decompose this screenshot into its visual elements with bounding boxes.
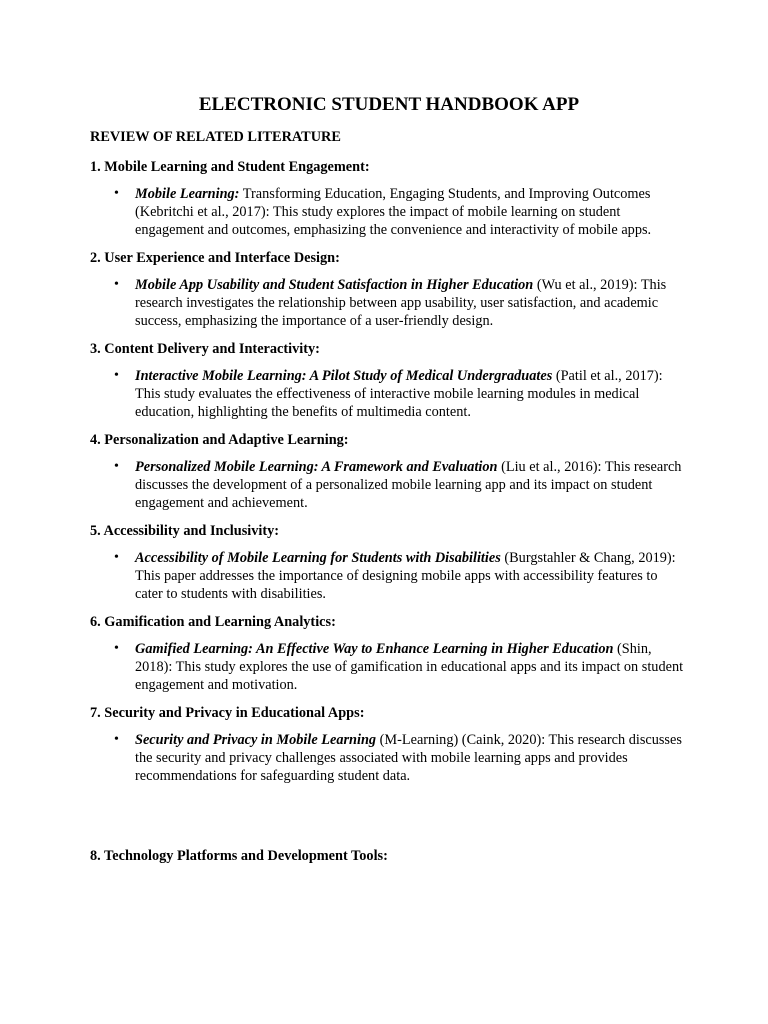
bullet-icon: •	[114, 550, 119, 565]
work-description: (Liu et al., 2016): This research discusses the development of a personalized mobile learning app and its impact on student engagement and achievement.	[135, 459, 682, 511]
work-title: Mobile Learning:	[135, 186, 240, 202]
bullet-icon: •	[114, 186, 119, 201]
list-item	[90, 549, 688, 603]
bullet-icon: •	[114, 732, 119, 747]
section-list-4	[90, 458, 688, 512]
work-description: (Burgstahler & Chang, 2019): This paper addresses the importance of designing mobile apps with accessibility features to cater to students with disabilities.	[135, 550, 676, 602]
section-heading-8: 8. Technology Platforms and Development Tools:	[90, 848, 388, 864]
section-list-5	[90, 549, 688, 603]
section-heading-1: 1. Mobile Learning and Student Engagement:	[90, 159, 370, 175]
work-description: (Patil et al., 2017): This study evaluates the effectiveness of interactive mobile learning modules in medical education, highlighting the benefits of multimedia content.	[135, 368, 663, 420]
work-title: Security and Privacy in Mobile Learning	[135, 732, 377, 748]
list-item	[90, 276, 688, 330]
section-list-1	[90, 185, 688, 239]
section-heading-2: 2. User Experience and Interface Design:	[90, 250, 340, 266]
work-title: Accessibility of Mobile Learning for Students with Disabilities	[135, 550, 501, 566]
work-description: (Wu et al., 2019): This research investigates the relationship between app usability, user satisfaction, and academic success, emphasizing the importance of a user-friendly design.	[135, 277, 667, 329]
section-list-3	[90, 367, 688, 421]
work-title: Mobile App Usability and Student Satisfaction in Higher Education	[135, 277, 534, 293]
section-heading-4: 4. Personalization and Adaptive Learning:	[90, 432, 349, 448]
section-list-7	[90, 731, 688, 785]
blank-space	[90, 794, 688, 846]
section-heading-3: 3. Content Delivery and Interactivity:	[90, 341, 320, 357]
list-item	[90, 185, 688, 239]
document-title: ELECTRONIC STUDENT HANDBOOK APP	[198, 94, 580, 115]
bullet-icon: •	[114, 459, 119, 474]
work-title: Personalized Mobile Learning: A Framework and Evaluation	[135, 459, 498, 475]
bullet-icon: •	[114, 368, 119, 383]
section-list-6	[90, 640, 688, 694]
review-heading: REVIEW OF RELATED LITERATURE	[90, 129, 341, 145]
list-item	[90, 731, 688, 785]
work-description: (M-Learning) (Caink, 2020): This research discusses the security and privacy challenges associated with mobile learning apps and provides recommendations for safeguarding student data.	[135, 732, 682, 784]
section-heading-6: 6. Gamification and Learning Analytics:	[90, 614, 336, 630]
bullet-icon: •	[114, 641, 119, 656]
work-description: (Shin, 2018): This study explores the use of gamification in educational apps and its impact on student engagement and motivation.	[135, 641, 684, 693]
list-item	[90, 458, 688, 512]
list-item	[90, 367, 688, 421]
work-title: Gamified Learning: An Effective Way to Enhance Learning in Higher Education	[135, 641, 614, 657]
section-heading-7: 7. Security and Privacy in Educational Apps:	[90, 705, 365, 721]
section-list-2	[90, 276, 688, 330]
bullet-icon: •	[114, 277, 119, 292]
work-title: Interactive Mobile Learning: A Pilot Study of Medical Undergraduates	[135, 368, 553, 384]
section-heading-5: 5. Accessibility and Inclusivity:	[90, 523, 280, 539]
work-description: Transforming Education, Engaging Students, and Improving Outcomes (Kebritchi et al., 2017): This study explores the impact of mobile learning on student engagement and outcomes, emphasizing the convenience and interactivity of mobile apps.	[135, 186, 652, 238]
list-item	[90, 640, 688, 694]
